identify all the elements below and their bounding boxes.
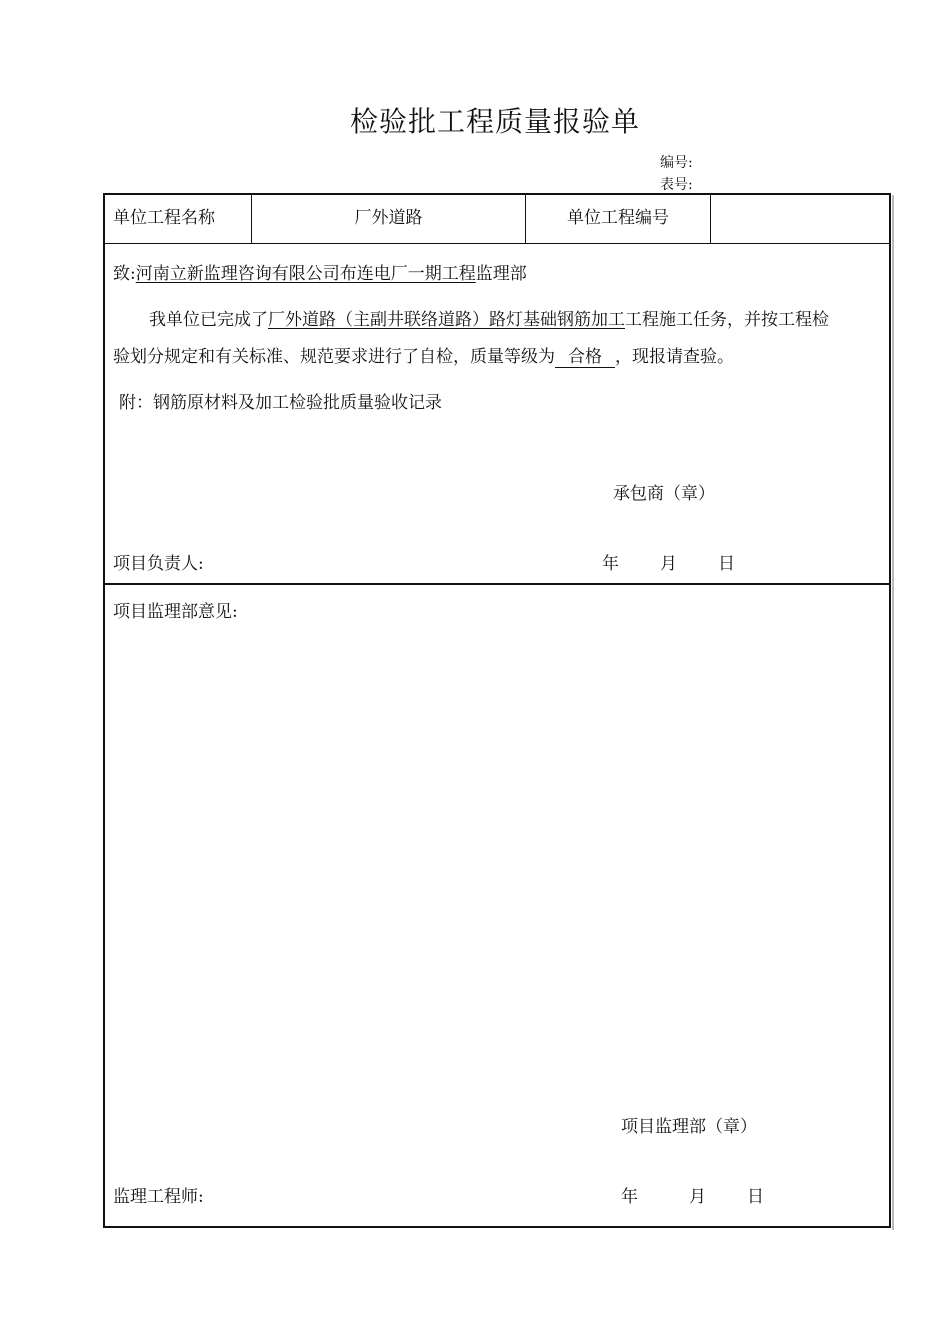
addressee-line [113, 259, 527, 284]
statement-line2-suffix: ，现报请查验。 [615, 347, 734, 367]
supervision-date-month: 月 [689, 1187, 706, 1207]
project-name-value[interactable]: 厂外道路 [252, 195, 526, 243]
attachment-line: 附：钢筋原材料及加工检验批质量验收记录 [119, 393, 442, 413]
form-number-label: 表号: [660, 177, 693, 193]
document-number-label: 编号: [660, 155, 693, 171]
statement-prefix: 我单位已完成了 [149, 310, 268, 330]
supervising-engineer-label: 监理工程师: [113, 1187, 204, 1207]
contractor-date-month: 月 [660, 554, 677, 574]
completion-statement-line1 [149, 305, 829, 330]
supervision-date-year: 年 [621, 1187, 638, 1207]
contractor-date-year: 年 [602, 554, 619, 574]
project-number-value[interactable] [711, 195, 889, 243]
document-title: 检验批工程质量报验单 [349, 105, 640, 138]
statement-line2-prefix: 验划分规定和有关标准、规范要求进行了自检，质量等级为 [113, 347, 555, 367]
supervision-date-day: 日 [747, 1187, 764, 1207]
addressee-recipient: 河南立新监理咨询有限公司布连电厂一期工程 [135, 264, 476, 284]
contractor-date-day: 日 [718, 554, 735, 574]
header-row [105, 195, 889, 244]
supervision-section [105, 585, 889, 1226]
statement-task: 厂外道路（主副井联络道路）路灯基础钢筋加工 [268, 310, 625, 330]
contractor-stamp-label: 承包商（章） [613, 484, 715, 504]
statement-suffix: 工程施工任务，并按工程检 [625, 310, 829, 330]
report-table [103, 193, 891, 1228]
contractor-section [105, 243, 889, 585]
supervision-opinion-label: 项目监理部意见: [113, 602, 238, 622]
addressee-prefix: 致: [113, 264, 136, 284]
project-name-label: 单位工程名称 [105, 195, 252, 243]
completion-statement-line2 [113, 342, 734, 368]
table-shadow [892, 195, 894, 1230]
quality-grade-field[interactable]: 合格 [555, 347, 615, 368]
supervision-stamp-label: 项目监理部（章） [621, 1117, 757, 1137]
project-number-label: 单位工程编号 [526, 195, 711, 243]
addressee-suffix: 监理部 [475, 264, 527, 284]
project-manager-label: 项目负责人: [113, 554, 204, 574]
